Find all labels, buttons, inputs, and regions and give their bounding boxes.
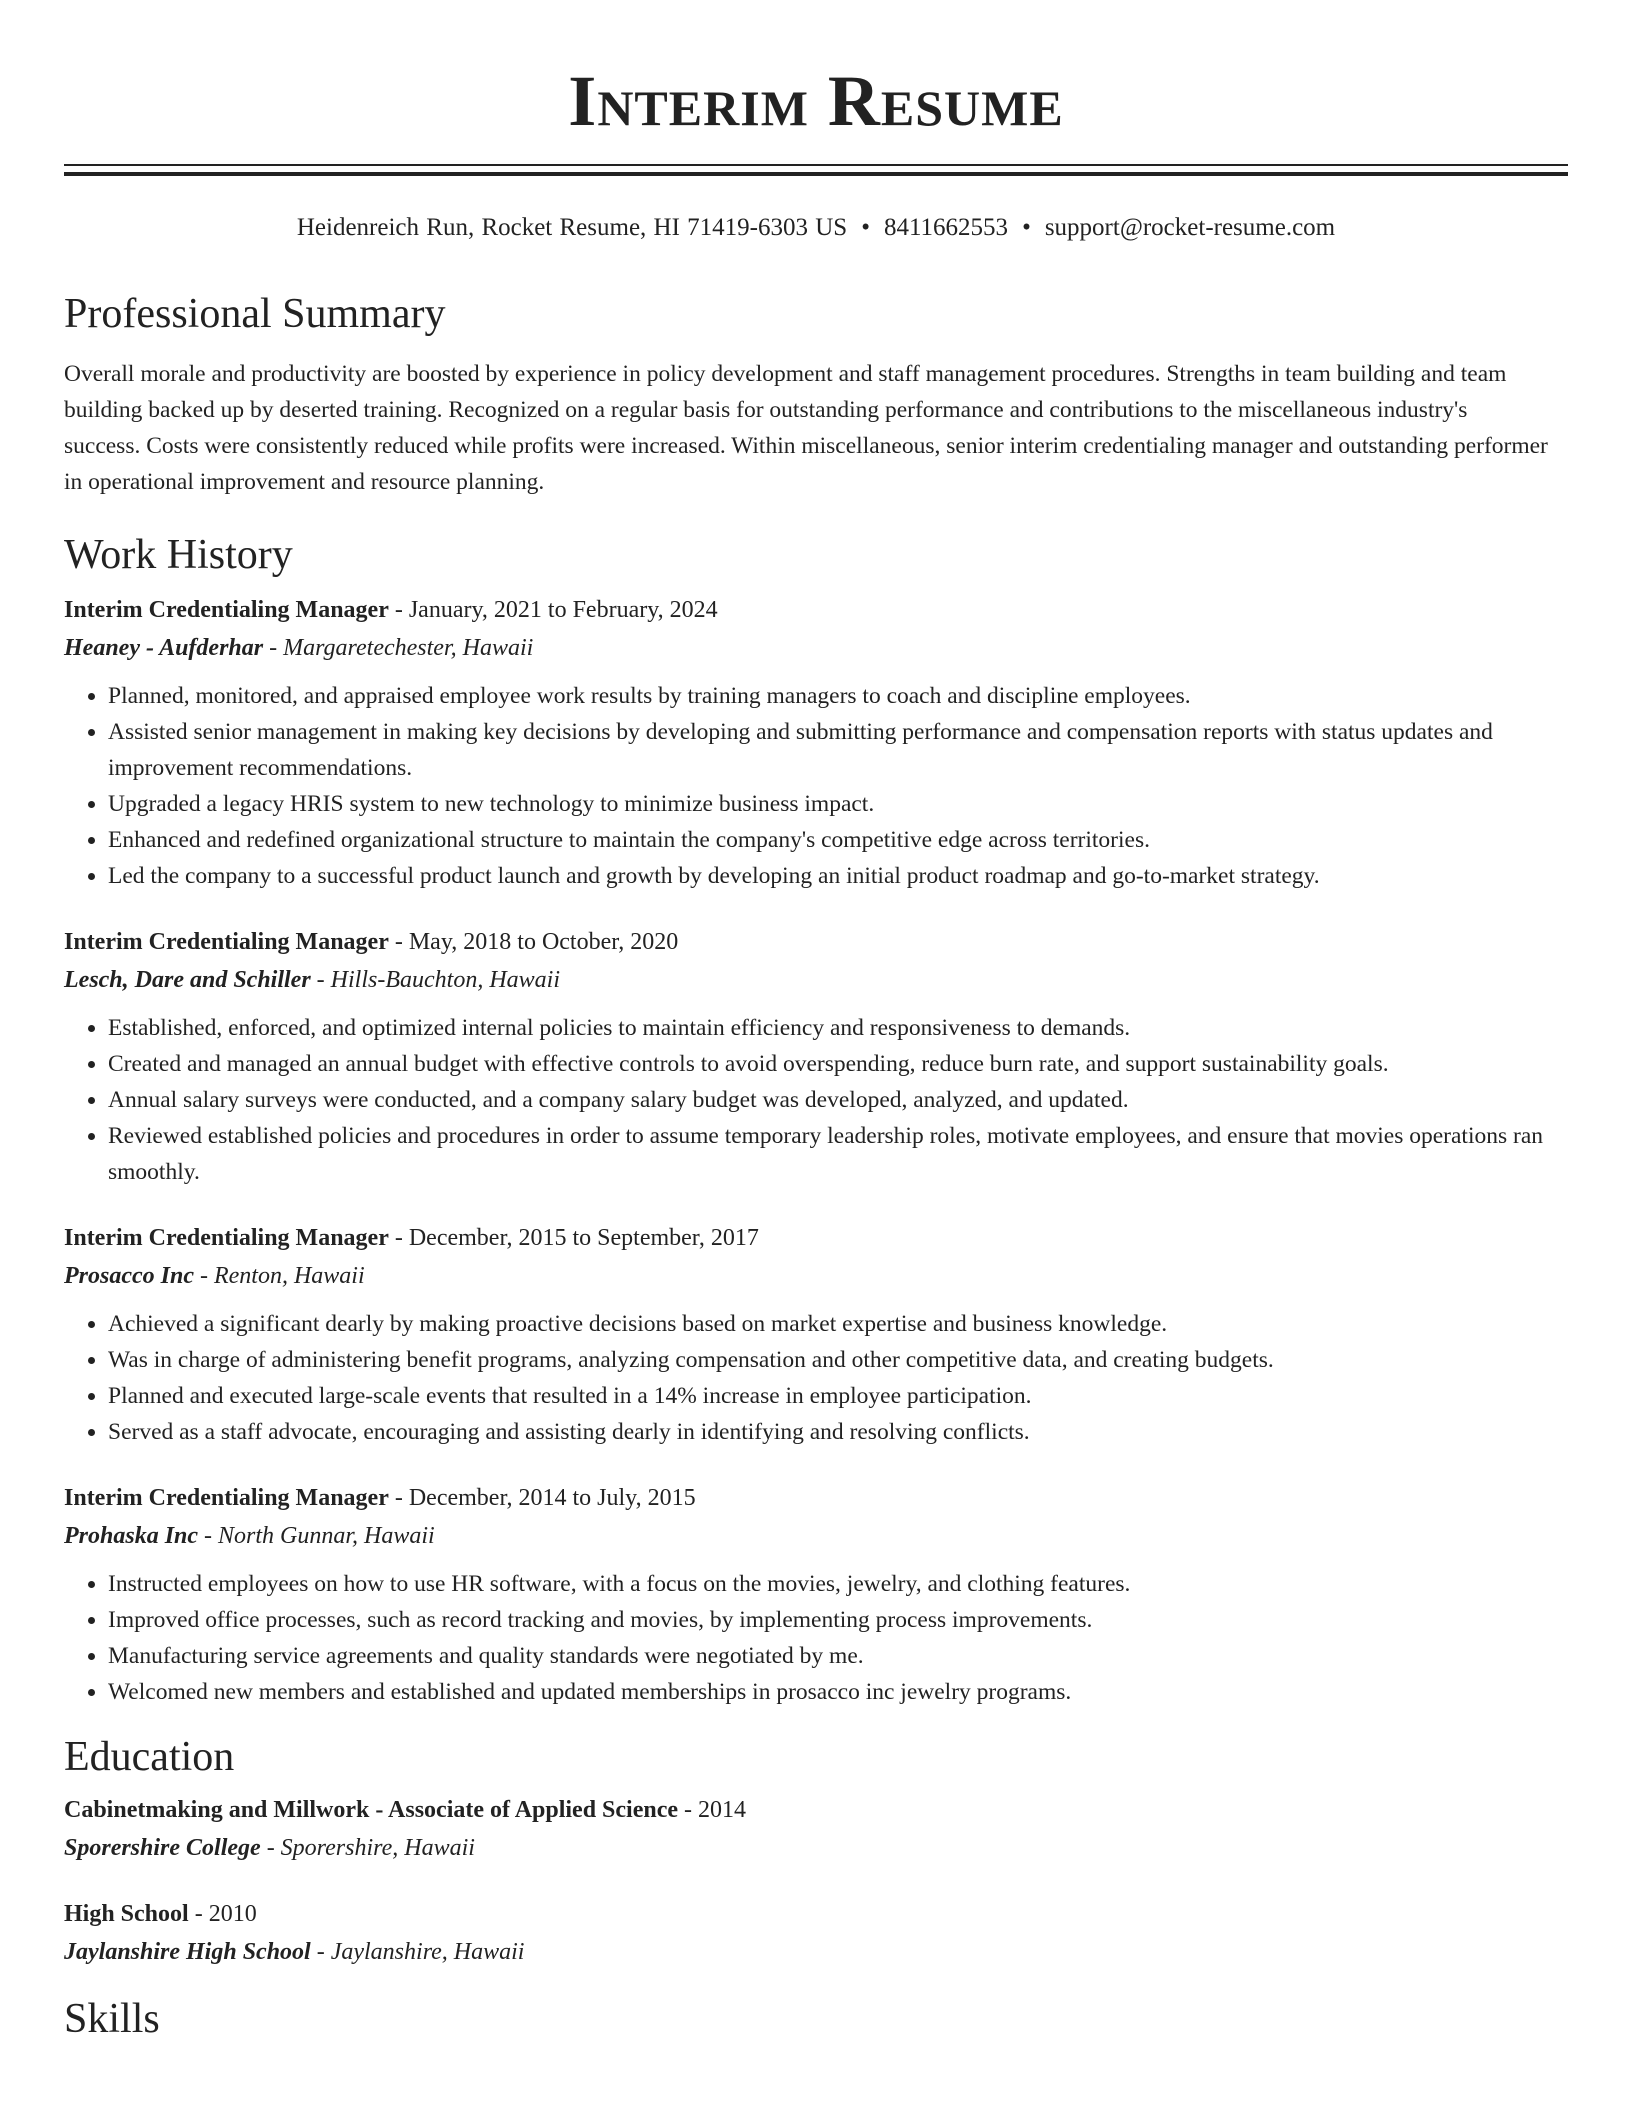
education-school: Sporershire College: [64, 1835, 261, 1861]
contact-email: support@rocket-resume.com: [1044, 214, 1336, 241]
education-degree: Cabinetmaking and Millwork - Associate of Applied Science: [64, 1797, 679, 1823]
job-bullet: • Instructed employees on how to use HR software, with a focus on the movies, jewelry, and clothing features.: [108, 1566, 1568, 1602]
education-year: - 2010: [188, 1901, 257, 1927]
job-title: Interim Credentialing Manager: [64, 1225, 389, 1251]
job-company: Prohaska Inc: [64, 1523, 199, 1549]
job-company-line: [64, 632, 1568, 664]
job-company-line: [64, 1520, 1568, 1552]
job-title: Interim Credentialing Manager: [64, 929, 389, 955]
job-bullet: • Created and managed an annual budget with effective controls to avoid overspending, reduce burn rate, and support sustainability goals.: [108, 1046, 1568, 1082]
job-bullets: [64, 678, 1568, 894]
job-dates: - May, 2018 to October, 2020: [388, 929, 679, 955]
job-bullet: • Assisted senior management in making key decisions by developing and submitting performance and compensation reports with status updates and improvement recommendations.: [108, 714, 1568, 786]
job-bullet: • Manufacturing service agreements and quality standards were negotiated by me.: [108, 1638, 1568, 1674]
job-bullet: • Enhanced and redefined organizational structure to maintain the company's competitive edge across territories.: [108, 822, 1568, 858]
job-bullet: • Established, enforced, and optimized internal policies to maintain efficiency and responsiveness to demands.: [108, 1010, 1568, 1046]
job-company-line: [64, 1260, 1568, 1292]
job-entry: [64, 1482, 1568, 1710]
job-bullets: [64, 1306, 1568, 1450]
job-company: Heaney - Aufderhar: [64, 635, 264, 661]
job-bullet: • Annual salary surveys were conducted, and a company salary budget was developed, analyzed, and updated.: [108, 1082, 1568, 1118]
contact-address: Heidenreich Run, Rocket Resume, HI 71419-6303 US: [296, 214, 848, 241]
header-rule-thick: [64, 172, 1568, 176]
education-degree: High School: [64, 1901, 189, 1927]
summary-heading: Professional Summary: [64, 291, 446, 337]
job-bullets: [64, 1566, 1568, 1710]
job-dates: - December, 2015 to September, 2017: [388, 1225, 759, 1251]
job-title-line: [64, 1482, 1568, 1514]
job-bullet: • Reviewed established policies and procedures in order to assume temporary leadership roles, motivate employees, and ensure that movies operations ran smoothly.: [108, 1118, 1568, 1190]
job-dates: - January, 2021 to February, 2024: [388, 597, 718, 623]
job-title: Interim Credentialing Manager: [64, 597, 389, 623]
job-company: Lesch, Dare and Schiller: [64, 967, 311, 993]
education-location: - Sporershire, Hawaii: [260, 1835, 475, 1861]
job-company: Prosacco Inc: [64, 1263, 194, 1289]
job-bullet: • Upgraded a legacy HRIS system to new technology to minimize business impact.: [108, 786, 1568, 822]
job-title: Interim Credentialing Manager: [64, 1485, 389, 1511]
job-bullet: • Served as a staff advocate, encouraging and assisting dearly in identifying and resolving conflicts.: [108, 1414, 1568, 1450]
education-heading: Education: [64, 1734, 235, 1780]
job-entry: [64, 1222, 1568, 1450]
job-location: - Margaretechester, Hawaii: [263, 635, 534, 661]
job-bullet: • Achieved a significant dearly by making proactive decisions based on market expertise and business knowledge.: [108, 1306, 1568, 1342]
job-bullet: • Led the company to a successful product launch and growth by developing an initial product roadmap and go-to-market strategy.: [108, 858, 1568, 894]
education-entry: [64, 1794, 1568, 1864]
summary-text: Overall morale and productivity are boosted by experience in policy development and staff management procedures. Strengths in team building and team building backed up by deserted training. Recognized on a regular basis for outstanding performance and contributions to the miscellaneous industry's success. Costs were consistently reduced while profits were increased. Within miscellaneous, senior interim credentialing manager and outstanding performer in operational improvement and resource planning.: [64, 361, 1548, 495]
job-bullet: • Improved office processes, such as record tracking and movies, by implementing process improvements.: [108, 1602, 1568, 1638]
job-bullet: • Planned, monitored, and appraised employee work results by training managers to coach and discipline employees.: [108, 678, 1568, 714]
job-entry: [64, 926, 1568, 1190]
job-title-line: [64, 926, 1568, 958]
job-location: - Hills-Bauchton, Hawaii: [310, 967, 560, 993]
job-bullet: • Was in charge of administering benefit programs, analyzing compensation and other competitive data, and creating budgets.: [108, 1342, 1568, 1378]
job-title-line: [64, 1222, 1568, 1254]
contact-phone: 8411662553: [883, 214, 1009, 241]
contact-separator: •: [861, 214, 870, 241]
education-entry: [64, 1898, 1568, 1968]
job-entry: [64, 594, 1568, 894]
skills-heading: Skills: [64, 1996, 160, 2042]
education-school-line: [64, 1936, 1568, 1968]
job-location: - Renton, Hawaii: [193, 1263, 365, 1289]
resume-title: Interim Resume: [568, 61, 1064, 141]
job-location: - North Gunnar, Hawaii: [198, 1523, 435, 1549]
job-dates: - December, 2014 to July, 2015: [388, 1485, 696, 1511]
job-company-line: [64, 964, 1568, 996]
job-bullet: • Planned and executed large-scale events that resulted in a 14% increase in employee participation.: [108, 1378, 1568, 1414]
education-school: Jaylanshire High School: [64, 1939, 311, 1965]
job-bullets: [64, 1010, 1568, 1190]
education-location: - Jaylanshire, Hawaii: [310, 1939, 525, 1965]
job-bullet: • Welcomed new members and established and updated memberships in prosacco inc jewelry programs.: [108, 1674, 1568, 1710]
education-year: - 2014: [678, 1797, 747, 1823]
work-history-heading: Work History: [64, 532, 293, 578]
education-degree-line: [64, 1794, 1568, 1826]
education-degree-line: [64, 1898, 1568, 1930]
contact-line: [64, 212, 1568, 244]
contact-separator: •: [1022, 214, 1031, 241]
header-rule-thin: [64, 164, 1568, 166]
education-school-line: [64, 1832, 1568, 1864]
job-title-line: [64, 594, 1568, 626]
